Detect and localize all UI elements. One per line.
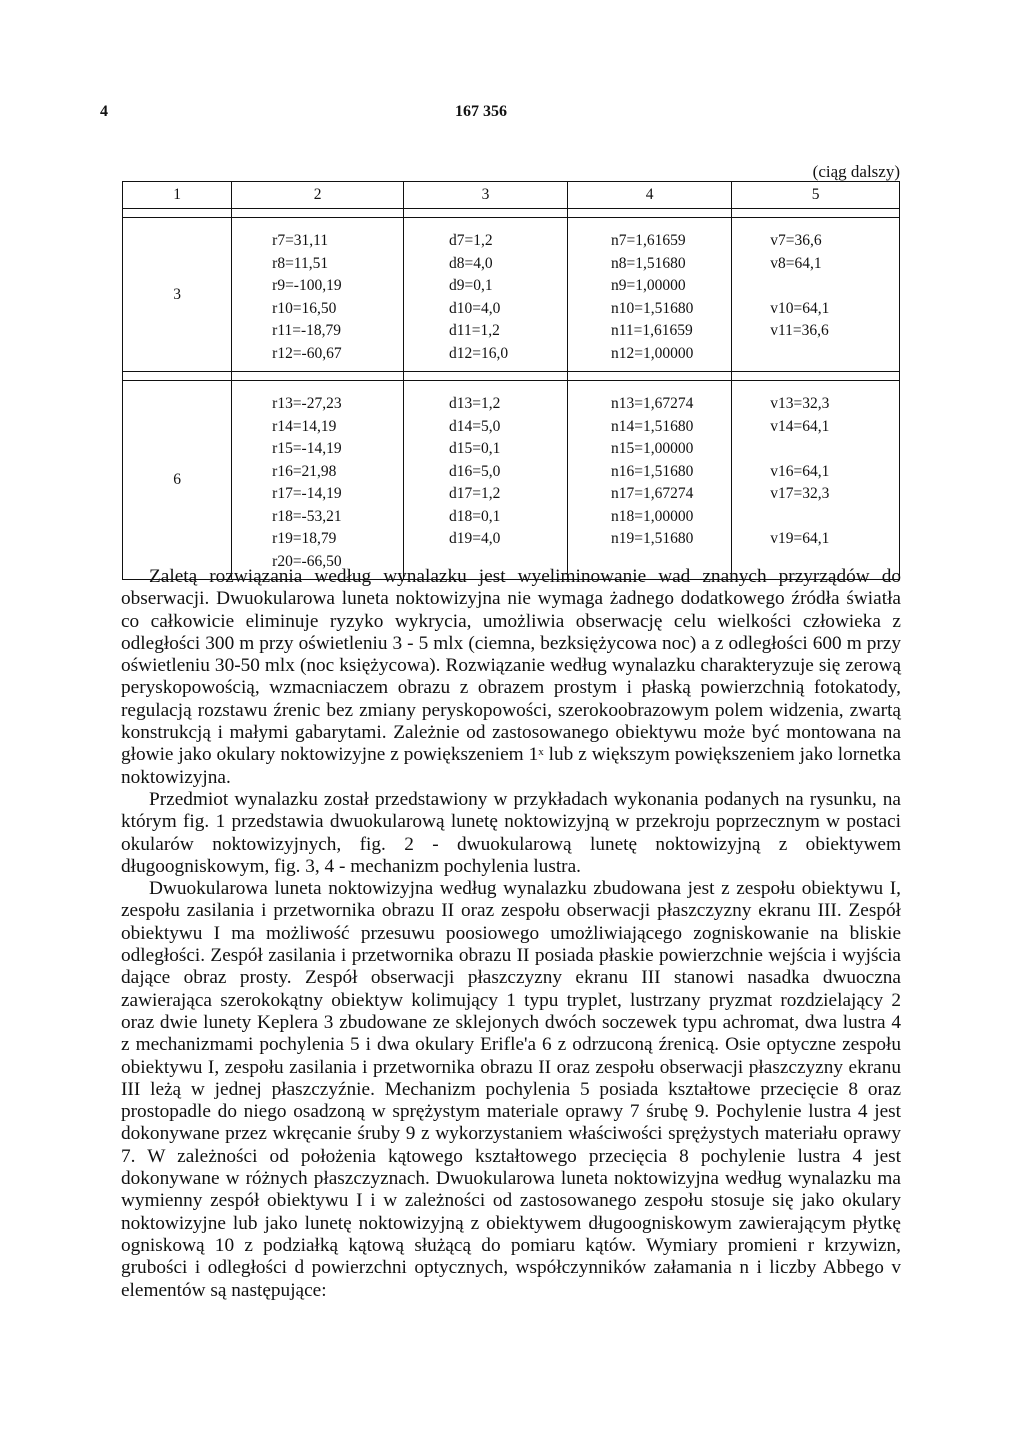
body-text bbox=[121, 566, 901, 1302]
page-number: 4 bbox=[100, 103, 108, 120]
refraction-value: n9=1,00000 bbox=[610, 277, 686, 294]
refraction-value: n15=1,00000 bbox=[610, 440, 694, 457]
abbe-value: v11=36,6 bbox=[770, 322, 829, 339]
radii-cell bbox=[232, 218, 404, 372]
refraction-value: n16=1,51680 bbox=[610, 462, 694, 480]
thickness-value: d15=0,1 bbox=[449, 440, 501, 457]
column-header: 4 bbox=[567, 182, 731, 209]
paragraph-construction: Dwuokularowa luneta noktowizyjna według wynalazku zbudowana jest z zespołu obiektywu I, zespołu zasilania i przetwornika obrazu II oraz zespołu obserwacji płaszczyzny ekranu III. Zespół obiektywu I ma możliwość przesuwu poosiowego umożliwiającego zogniskowanie na bliskie odległości. Zespół zasilania i przetwornika obrazu II posiada płaskie powierzchnie wejścia i wyjścia dające obraz prosty. Zespół obserwacji płaszczyzny ekranu III stanowi nasadka dwuoczna zawierająca szerokokątny obiektyw kolimujący 1 typu tryplet, lustrzany pryzmat rozdzielający 2 oraz dwie lunety Keplera 3 zbudowane ze sklejonych dwóch soczewek typu achromat, dwa lustra 4 z mechanizmami pochylenia 5 i dwa okulary Erifle'a 6 z odrzuconą źrenicą. Osie optyczne zespołu obiektywu I, zespołu zasilania i przetwornika obrazu II oraz zespołu obserwacji płaszczyzny ekranu III leżą w jednej płaszczyźnie. Mechanizm pochylenia 5 posiada kształtowe przecięcie 8 oraz prostopadle do niego osadzoną w sprężystym materiale oprawy 7 śrubę 9. Pochylenie lustra 4 jest dokonywane przez wkręcanie śruby 9 z wykorzystaniem właściwości sprężystych materiału oprawy 7. W zależności od położenia kątowego kształtowego przecięcia 8 pochylenie lustra 4 jest dokonywane w różnych płaszczyznach. Dwuokularowa luneta noktowizyjna według wynalazku ma wymienny zespół obiektywu I i w zależności od zastosowanego zespołu stosuje się jako okulary noktowizyjne lub jako lunetę noktowizyjną z obiektywem długoogniskowym zawierającym płytkę ogniskową 10 z podziałką kątową służącą do pomiaru kątów. Wymiary promieni r krzywizn, grubości i odległości d powierzchni optycznych, współczynników załamania n i liczby Abbego v elementów są następujące: bbox=[121, 878, 901, 1301]
abbe-cell bbox=[732, 381, 900, 580]
column-header: 1 bbox=[123, 182, 232, 209]
abbe-cell bbox=[732, 218, 900, 372]
thickness-value: d9=0,1 bbox=[449, 277, 493, 294]
radius-value: r13=-27,23 bbox=[272, 395, 342, 412]
paragraph-text: Zaletą rozwiązania według wynalazku jest wyeliminowanie wad znanych przyrządów do obserwacji. Dwuokularowa luneta noktowizyjna nie wymaga żadnego dodatkowego źródła światła co całkowicie eliminuje ryzyko wykrycia, umożliwia obserwację celu wielkości człowieka z odległości 300 m przy oświetleniu 3 - 5 mlx (ciemna, bezksiężycowa noc) a z odległości 600 m przy oświetleniu 30-50 mlx (noc księżycowa). Rozwiązanie według wynalazku charakteryzuje się zerową peryskopowością, wzmacniaczem obrazu z obrazem prostym i płaską powierzchnią fotokatody, regulacją rozstawu źrenic bez zmiany peryskopowości, szerokoobrazowym polem widzenia, zwartą konstrukcją i małymi gabarytami. Zależnie od zastosowanego obiektywu może być montowana na głowie jako okulary noktowizyjne z powiększeniem 1 bbox=[121, 566, 901, 766]
abbe-value: v17=32,3 bbox=[770, 485, 830, 502]
abbe-value: v16=64,1 bbox=[770, 462, 830, 480]
radius-value: r8=11,51 bbox=[272, 254, 329, 272]
thickness-value: d8=4,0 bbox=[449, 254, 493, 272]
column-header: 3 bbox=[404, 182, 568, 209]
abbe-value: v13=32,3 bbox=[770, 395, 830, 412]
abbe-value bbox=[732, 343, 899, 366]
table-row bbox=[123, 381, 900, 580]
thickness-value: d12=16,0 bbox=[449, 344, 509, 362]
abbe-value: v7=36,6 bbox=[770, 232, 822, 249]
thickness-value: d11=1,2 bbox=[449, 322, 500, 339]
thickness-value: d10=4,0 bbox=[449, 299, 501, 317]
thickness-value: d17=1,2 bbox=[449, 485, 501, 502]
radius-value: r9=-100,19 bbox=[272, 277, 342, 294]
refraction-value: n10=1,51680 bbox=[610, 299, 694, 317]
abbe-value: v8=64,1 bbox=[770, 254, 822, 272]
radius-value: r18=-53,21 bbox=[272, 507, 342, 525]
refraction-value: n18=1,00000 bbox=[610, 507, 694, 525]
abbe-value: v19=64,1 bbox=[770, 530, 830, 547]
radius-value: r12=-60,67 bbox=[272, 344, 342, 362]
refraction-value: n7=1,61659 bbox=[610, 232, 686, 249]
paragraph-advantages bbox=[121, 566, 901, 789]
thickness-value: d19=4,0 bbox=[449, 530, 501, 547]
paragraph-text: lub z większym powiększeniem jako lornetka noktowizyjna. bbox=[121, 744, 901, 788]
thickness-value: d13=1,2 bbox=[449, 395, 501, 412]
column-header: 5 bbox=[732, 182, 900, 209]
optical-data-table bbox=[122, 181, 900, 580]
superscript: x bbox=[538, 746, 544, 759]
radius-value: r7=31,11 bbox=[272, 232, 329, 249]
table-row bbox=[123, 218, 900, 372]
document-number: 167 356 bbox=[455, 103, 507, 120]
radius-value: r15=-14,19 bbox=[272, 440, 342, 457]
refraction-value: n19=1,51680 bbox=[610, 530, 694, 547]
continued-label: (ciąg dalszy) bbox=[812, 162, 900, 181]
group-id: 3 bbox=[123, 218, 232, 372]
thickness-value: d18=0,1 bbox=[449, 507, 501, 525]
column-header: 2 bbox=[232, 182, 404, 209]
abbe-value bbox=[732, 506, 899, 529]
abbe-value: v10=64,1 bbox=[770, 299, 830, 317]
thickness-value: d14=5,0 bbox=[449, 417, 501, 435]
refraction-value: n8=1,51680 bbox=[610, 254, 686, 272]
group-id: 6 bbox=[123, 381, 232, 580]
paragraph-figures: Przedmiot wynalazku został przedstawiony w przykładach wykonania podanych na rysunku, na którym fig. 1 przedstawia dwuokularową lunetę noktowizyjną w przekroju poprzecznym w postaci okularów noktowizyjnych, fig. 2 - dwuokularową lunetę noktowizyjną z obiektywem długoogniskowym, fig. 3, 4 - mechanizm pochylenia lustra. bbox=[121, 788, 901, 877]
refraction-value: n12=1,00000 bbox=[610, 344, 694, 362]
refraction-cell bbox=[567, 381, 731, 580]
radius-value: r11=-18,79 bbox=[272, 322, 342, 339]
refraction-value: n17=1,67274 bbox=[610, 485, 694, 502]
refraction-value: n13=1,67274 bbox=[610, 395, 694, 412]
thickness-value: d16=5,0 bbox=[449, 462, 501, 480]
radius-value: r20=-66,50 bbox=[272, 552, 342, 570]
radius-value: r17=-14,19 bbox=[272, 485, 342, 502]
radius-value: r10=16,50 bbox=[272, 299, 337, 317]
refraction-value: n14=1,51680 bbox=[610, 417, 694, 435]
abbe-value bbox=[732, 275, 899, 298]
thickness-cell bbox=[404, 381, 568, 580]
thickness-cell bbox=[404, 218, 568, 372]
refraction-cell bbox=[567, 218, 731, 372]
radius-value: r14=14,19 bbox=[272, 417, 337, 435]
abbe-value: v14=64,1 bbox=[770, 417, 830, 435]
radius-value: r19=18,79 bbox=[272, 530, 337, 547]
thickness-value: d7=1,2 bbox=[449, 232, 493, 249]
abbe-value bbox=[732, 438, 899, 461]
radius-value: r16=21,98 bbox=[272, 462, 337, 480]
refraction-value: n11=1,61659 bbox=[610, 322, 693, 339]
radii-cell bbox=[232, 381, 404, 580]
